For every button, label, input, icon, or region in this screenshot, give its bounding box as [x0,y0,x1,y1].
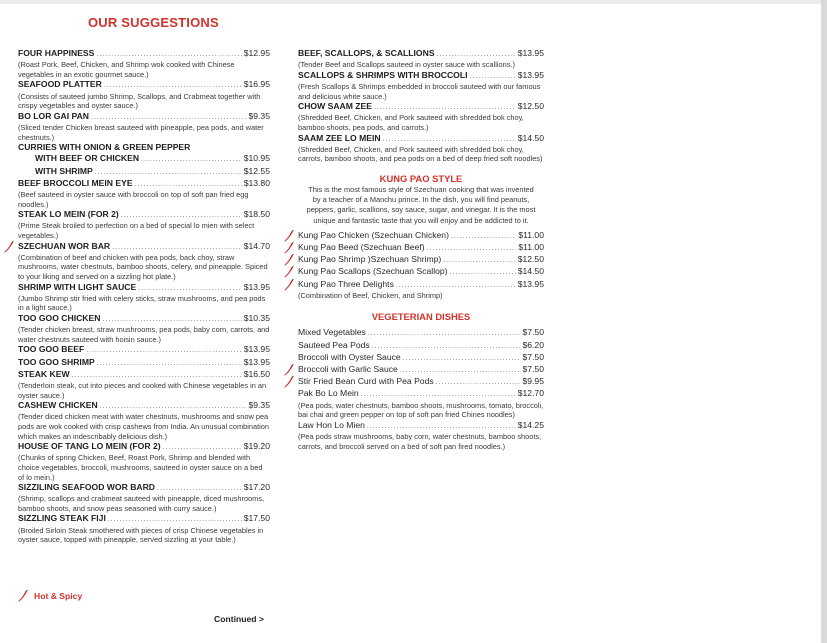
menu-item-price: $16.50 [243,368,270,379]
menu-item-price: $13.95 [243,281,270,292]
right-column [298,48,544,451]
menu-item-price: $13.95 [243,344,270,355]
chili-pepper-icon [18,590,28,602]
chili-pepper-icon [4,241,14,253]
menu-item-description: (Broiled Sirloin Steak smothered with pieces of crisp Chinese vegetables in oyster sauce, topped with pineapple, served sizzling at your table.) [18,525,264,545]
leader-dots [163,442,242,453]
menu-item-price: $13.95 [517,48,544,58]
menu-item [18,357,270,369]
leader-dots [470,71,516,82]
menu-item-name: TOO GOO CHICKEN [18,312,101,323]
menu-item-name: CASHEW CHICKEN [18,400,98,411]
leader-dots [91,112,247,123]
menu-item-row [298,388,544,400]
continued-link[interactable]: Continued > [214,614,264,624]
leader-dots [86,345,241,356]
menu-item-name: SHRIMP WITH LIGHT SAUCE [18,281,137,292]
menu-item-price: $9.95 [522,376,544,387]
menu-item [298,279,544,301]
menu-item-description: (Fresh Scallops & Shrimps embedded in broccoli sauteed with our famous and delicious white sauce.) [298,82,541,101]
leader-dots [367,421,516,432]
leader-dots [108,514,242,525]
kung-pao-intro: This is the most famous style of Szechuan cooking that was invented by a teacher of a Manchu prince. In the dish, you will find peanuts, peppers, garlic, scallions, soy sauce, sugar, and vinegar. It is the most unique and fantastic taste that you will enjoy and be addicted to it. [306,184,536,225]
menu-item-row [18,178,270,190]
menu-item-row [18,209,270,221]
vegetarian-title: VEGETERIAN DISHES [371,311,471,323]
menu-item-price: $12.50 [517,101,544,112]
menu-item [298,388,544,419]
menu-item [18,209,270,240]
leader-dots [427,243,517,254]
menu-item-name: BO LOR GAI PAN [18,110,89,121]
leader-dots [450,267,516,278]
menu-item-name: SIZZILING SEAFOOD WOR BARD [18,482,156,493]
menu-item [18,153,270,165]
menu-item-description: (Chunks of spring Chicken, Beef, Roast Pork, Shrimp and blended with choice vegetables, broccoli, mushrooms, sauteed in oyster sauce on a bed of lo mein.) [18,453,263,482]
leader-dots [96,49,241,60]
menu-item-name: Broccoli with Garlic Sauce [298,364,398,374]
menu-item-description: (Shrimp, scallops and crabmeat sauteed with pineapple, diced mushrooms, bamboo shoots, and snow peas seasoned with curry sauce.) [18,494,265,513]
menu-item-price: $12.50 [517,254,544,265]
menu-item-price: $13.80 [243,177,270,188]
menu-item-name: TOO GOO SHRIMP [18,356,95,367]
menu-item-price: $14.70 [243,240,270,251]
menu-item-price: $19.20 [243,441,270,452]
menu-item-row [18,282,270,294]
menu-item-name: SZECHUAN WOR BAR [18,240,111,251]
menu-item-price: $7.50 [522,364,544,374]
menu-item-price: $13.95 [517,278,544,289]
menu-item-description: (Shredded Beef, Chicken, and Pork sauteed with shredded bok choy, bamboo shoots, pea pods, and carrots.) [298,113,524,132]
menu-item-row [298,279,544,291]
menu-item-row [298,242,544,254]
menu-item [18,241,270,282]
menu-item-row [18,111,270,123]
menu-item [298,420,544,451]
menu-item-row [298,266,544,278]
menu-item [18,166,270,178]
menu-item-row [18,166,270,178]
menu-item-name: Kung Pao Three Delights [298,278,394,289]
chili-pepper-icon [284,279,294,291]
menu-item-price: $14.50 [517,266,544,277]
menu-item-description: (Sliced tender Chicken breast sauteed with pineapple, pea pods, and water chestnuts.) [18,122,264,142]
menu-item [18,79,270,110]
leader-dots [400,365,521,376]
menu-item-row [18,344,270,356]
menu-item-description: (Consists of sauteed jumbo Shrimp, Scallops, and Crabmeat together with crispy vegetables and oyster sauce.) [18,91,261,111]
menu-item [298,242,544,254]
menu-item-name: BEEF BROCCOLI MEIN EYE [18,177,133,188]
menu-item-row [298,376,544,388]
menu-item-description: (Tenderloin steak, cut into pieces and cooked with Chinese vegetables in an oyster sauce.) [18,380,267,400]
leader-dots [403,353,521,364]
chili-pepper-icon [284,266,294,278]
menu-item-name: STEAK LO MEIN (FOR 2) [18,209,119,220]
leader-dots [112,242,242,253]
menu-item [298,266,544,278]
menu-item-row [18,400,270,412]
menu-item-price: $14.25 [517,419,544,430]
menu-item [18,482,270,513]
menu-item-name: SAAM ZEE LO MEIN [298,132,381,143]
menu-item-price: $9.35 [248,400,270,411]
leader-dots [368,328,521,339]
menu-item-description: (Pea pods, water chestnuts, bamboo shoots, mushrooms, tomato, broccoli, bai chai and green pepper on top of soft pan fried Chines noodles) [298,400,544,420]
menu-item-name: Sauteed Pea Pods [298,339,370,350]
menu-item-row [298,70,544,82]
menu-item-name: Kung Pao Scallops (Szechuan Scallop) [298,266,448,277]
menu-item [298,327,544,339]
chili-pepper-icon [284,376,294,388]
menu-item-price: $16.95 [243,79,270,90]
menu-item-description: (Roast Pork, Beef, Chicken, and Shrimp wok cooked with Chinese vegetables in an exotic gourmet sauce.) [18,60,235,79]
menu-item-price: $6.20 [522,339,544,350]
menu-item-description: (Combination of Beef, Chicken, and Shrimp) [298,290,443,300]
leader-dots [436,377,521,388]
menu-item [18,48,270,79]
menu-item-row [18,357,270,369]
menu-item-row [298,48,544,60]
menu-item-price: $7.50 [522,351,544,362]
leader-dots [443,255,515,266]
menu-item-name: SEAFOOD PLATTER [18,79,102,90]
menu-item-name: BEEF, SCALLOPS, & SCALLIONS [298,48,435,58]
menu-item-description: (Tender Beef and Scallops sauteed in oyster sauce with scallions.) [298,60,515,70]
chili-pepper-icon [284,242,294,254]
menu-item [298,254,544,266]
menu-item-row [18,441,270,453]
leader-dots [104,80,242,91]
menu-item-name: Kung Pao Shrimp )Szechuan Shrimp) [298,254,442,265]
leader-dots [121,210,242,221]
menu-item-row [18,241,270,253]
menu-item [18,111,270,142]
menu-item-price: $11.00 [518,241,544,252]
menu-item-price: $12.95 [243,48,270,58]
menu-item-description: (Shredded Beef, Chicken, and Pork sauteed with shredded bok choy, carrots, bamboo shoots, and pea pods on a bed of deep fried soft noodles) [298,144,543,164]
leader-dots [383,134,516,145]
menu-item [18,369,270,400]
menu-item-row [18,313,270,325]
menu-item [18,344,270,356]
menu-item-price: $17.50 [243,513,270,524]
kung-pao-title: KUNG PAO STYLE [379,172,463,184]
menu-item-price: $12.55 [243,165,270,176]
menu-item-name: Broccoli with Oyster Sauce [298,351,401,362]
menu-item-price: $12.70 [517,388,544,399]
menu-item-price: $18.50 [243,209,270,220]
menu-item-row [18,79,270,91]
menu-item-name: Mixed Vegetables [298,327,366,338]
menu-item [18,313,270,344]
menu-item-name: Law Hon Lo Mien [298,419,365,430]
leader-dots [372,341,521,352]
leader-dots [95,167,242,178]
menu-item-row [298,364,544,376]
menu-item-price: $9.35 [248,110,270,121]
menu-item-name: WITH BEEF OR CHICKEN [35,153,140,164]
menu-item [18,441,270,482]
menu-item-row [18,48,270,60]
spicy-legend [18,590,82,602]
chili-pepper-icon [284,254,294,266]
page-top-border [0,0,827,4]
chili-pepper-icon [284,230,294,242]
menu-item-name: SCALLOPS & SHRIMPS WITH BROCCOLI [298,69,468,80]
menu-item-row [18,513,270,525]
leader-dots [100,401,247,412]
menu-item-name: Kung Pao Chicken (Szechuan Chicken) [298,229,449,240]
menu-item [18,400,270,441]
menu-item-price: $17.20 [243,482,270,493]
menu-item-row [18,369,270,381]
leader-dots [135,179,242,190]
left-column [18,48,270,545]
menu-item [18,178,270,209]
menu-item-price: $10.35 [243,312,270,323]
menu-item [18,513,270,544]
menu-item-name: HOUSE OF TANG LO MEIN (FOR 2) [18,441,161,452]
menu-item [298,364,544,376]
page-title: OUR SUGGESTIONS [88,15,219,30]
legend-label: Hot & Spicy [34,591,83,601]
menu-item-price: $13.95 [243,356,270,367]
leader-dots [97,358,242,369]
menu-item-row [298,101,544,113]
menu-item-price: $13.95 [517,69,544,80]
menu-item-name: Pak Bo Lo Mein [298,388,359,399]
menu-item [298,230,544,242]
menu-item-row [298,133,544,145]
menu-item-description: (Beef sauteed in oyster sauce with broccoli on top of soft pan fried egg noodles.) [18,189,249,209]
menu-item-name: WITH SHRIMP [35,165,93,176]
menu-item [298,340,544,352]
menu-item-description: (Prime Steak broiled to perfection on a bed of special lo mien with select vegetables.) [18,221,255,240]
menu-item-row [18,153,270,165]
leader-dots [157,483,242,494]
menu-item-price: $14.50 [517,132,544,143]
menu-item [298,376,544,388]
chili-pepper-icon [284,364,294,376]
menu-item-description: (Jumbo Shrimp stir fried with celery sticks, straw mushrooms, and pea pods in a light sauce.) [18,293,266,313]
menu-item-description: (Pea pods straw mushrooms, baby corn, water chestnuts, bamboo shoots, carrots, and broccoli served on a bed of soft pan fired noodles.) [298,432,542,451]
menu-item-name: FOUR HAPPINESS [18,48,95,58]
menu-item-row [298,352,544,364]
menu-item-row [298,254,544,266]
menu-item [298,48,544,70]
menu-item-price: $11.00 [518,229,544,240]
leader-dots [72,370,242,381]
menu-item-row [298,327,544,339]
menu-item [298,133,544,164]
menu-item-name: CHOW SAAM ZEE [298,101,372,112]
leader-dots [374,102,516,113]
leader-dots [138,283,241,294]
menu-item-price: $7.50 [522,327,544,338]
menu-item-name: SIZZLING STEAK FIJI [18,513,106,524]
curries-heading: CURRIES WITH ONION & GREEN PEPPER [18,142,191,153]
menu-item-name: Stir Fried Bean Curd with Pea Pods [298,376,434,387]
page-right-border [821,0,827,643]
menu-item-name: TOO GOO BEEF [18,344,85,355]
menu-item [298,352,544,364]
leader-dots [396,280,516,291]
leader-dots [437,49,516,60]
menu-item-name: Kung Pao Beed (Szechuan Beef) [298,241,425,252]
menu-item-row [298,420,544,432]
menu-item [18,282,270,313]
leader-dots [141,154,242,165]
menu-item-description: (Tender chicken breast, straw mushrooms, pea pods, baby corn, carrots, and water chestnuts sauteed with hoisin sauce.) [18,325,270,344]
menu-item-price: $10.95 [243,153,270,164]
menu-item-name: STEAK KEW [18,368,70,379]
leader-dots [102,314,241,325]
menu-item-row [298,340,544,352]
menu-item-description: (Combination of beef and chicken with pea pods, back choy, straw mushrooms, water chestnuts, bamboo shoots, celery, and pineapple. Spiced to your liking and served on a sizzling hot plate.) [18,252,268,281]
menu-item-row [298,230,544,242]
menu-item [298,70,544,101]
leader-dots [451,231,516,242]
leader-dots [361,389,516,400]
menu-item-description: (Tender diced chicken meat with water chestnuts, mushrooms and snow pea pods are wok cooked with crisp cashews from India. An unusual combination which makes an indescribably delicious dish.) [18,412,270,441]
menu-item [298,101,544,132]
menu-item-row [18,482,270,494]
